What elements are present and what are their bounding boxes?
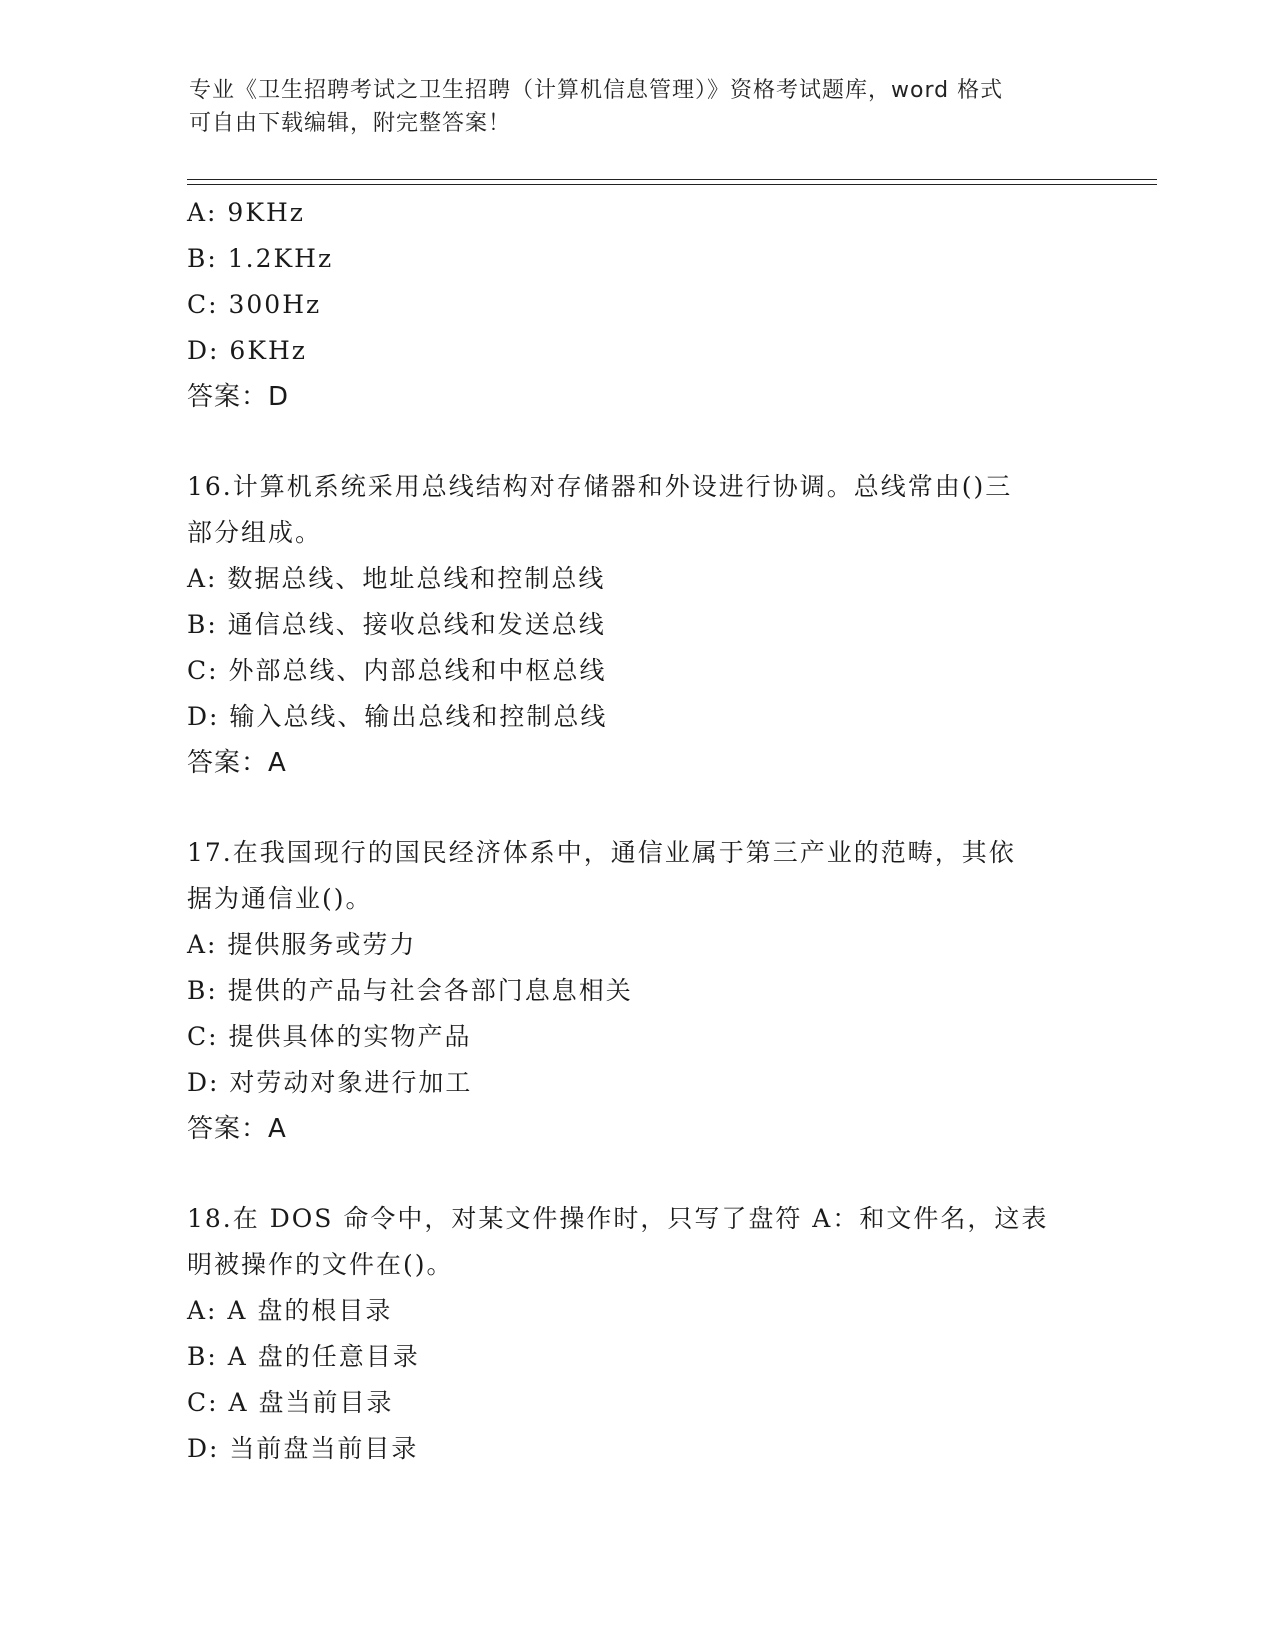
answer: 答案：A [187, 748, 287, 778]
question-17 [187, 830, 1087, 1152]
spacer [187, 786, 1087, 830]
option-a: A: 9KHz [187, 198, 305, 227]
option-b: B: 通信总线、接收总线和发送总线 [187, 610, 606, 639]
question-16 [187, 464, 1087, 786]
question-stem-continued: 部分组成。 [187, 518, 323, 547]
header-rule-top [187, 179, 1157, 180]
header-line-1: 专业《卫生招聘考试之卫生招聘（计算机信息管理）》资格考试题库，word 格式 [189, 78, 1004, 103]
question-stem-continued: 据为通信业()。 [187, 884, 373, 913]
header-line-2: 可自由下载编辑，附完整答案！ [189, 111, 512, 136]
option-c: C: 外部总线、内部总线和中枢总线 [187, 656, 607, 685]
option-a: A: A 盘的根目录 [187, 1296, 393, 1325]
option-c: C: 300Hz [187, 290, 322, 319]
option-d: D: 对劳动对象进行加工 [187, 1068, 473, 1097]
question-stem: 16.计算机系统采用总线结构对存储器和外设进行协调。总线常由()三 [187, 472, 1013, 501]
spacer [187, 420, 1087, 464]
option-d: D: 输入总线、输出总线和控制总线 [187, 702, 608, 731]
spacer [187, 1152, 1087, 1196]
question-stem-continued: 明被操作的文件在()。 [187, 1250, 454, 1279]
option-d: D: 6KHz [187, 336, 307, 365]
option-a: A: 提供服务或劳力 [187, 930, 417, 959]
option-b: B: 提供的产品与社会各部门息息相关 [187, 976, 633, 1005]
answer: 答案：A [187, 1114, 287, 1144]
option-d: D: 当前盘当前目录 [187, 1434, 419, 1463]
question-15 [187, 190, 1087, 420]
option-b: B: 1.2KHz [187, 244, 334, 273]
document-header [189, 74, 1089, 140]
option-a: A: 数据总线、地址总线和控制总线 [187, 564, 606, 593]
question-list [187, 190, 1087, 1472]
question-18 [187, 1196, 1087, 1472]
question-stem: 18.在 DOS 命令中，对某文件操作时，只写了盘符 A：和文件名，这表 [187, 1204, 1049, 1233]
option-c: C: 提供具体的实物产品 [187, 1022, 472, 1051]
question-stem: 17.在我国现行的国民经济体系中，通信业属于第三产业的范畴，其依 [187, 838, 1016, 867]
answer: 答案：D [187, 382, 290, 412]
option-b: B: A 盘的任意目录 [187, 1342, 420, 1371]
header-rule-bottom [187, 184, 1157, 185]
option-c: C: A 盘当前目录 [187, 1388, 394, 1417]
